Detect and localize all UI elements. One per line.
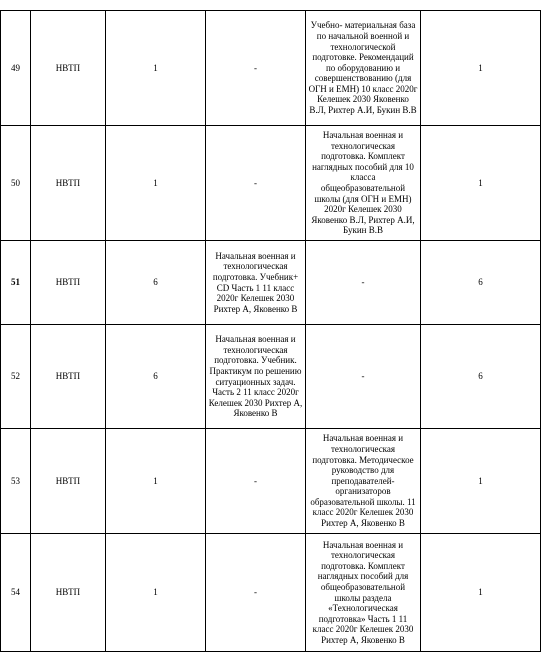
manual-cell: - bbox=[306, 325, 421, 429]
table-row bbox=[1, 241, 541, 325]
manual-cell: Начальная военная и технологическая подготовка. Комплект наглядных пособий для 10 класса общеобразовательной школы (для ОГН и ЕМН) 2020г Келешек 2030 Яковенко В.Л, Рихтер А.И, Букин В.В bbox=[306, 126, 421, 241]
inventory-table bbox=[0, 10, 541, 652]
quantity-cell: 6 bbox=[106, 325, 206, 429]
total-cell: 1 bbox=[421, 429, 541, 534]
manual-cell: Учебно- материальная база по начальной военной и технологической подготовке. Рекомендаций по оборудованию и совершенствованию (для ОГН и ЕМН) 10 класс 2020г Келешек 2030 Яковенко В.Л, Рихтер А.И, Букин В.В bbox=[306, 11, 421, 126]
quantity-cell: 1 bbox=[106, 126, 206, 241]
textbook-cell: - bbox=[206, 429, 306, 534]
row-number: 53 bbox=[1, 429, 31, 534]
row-number: 51 bbox=[1, 241, 31, 325]
subject-code: НВТП bbox=[31, 429, 106, 534]
quantity-cell: 6 bbox=[106, 241, 206, 325]
textbook-cell: - bbox=[206, 534, 306, 652]
table-row bbox=[1, 429, 541, 534]
subject-code: НВТП bbox=[31, 241, 106, 325]
manual-cell: - bbox=[306, 241, 421, 325]
subject-code: НВТП bbox=[31, 11, 106, 126]
row-number: 49 bbox=[1, 11, 31, 126]
row-number: 54 bbox=[1, 534, 31, 652]
table-row bbox=[1, 325, 541, 429]
textbook-cell: Начальная военная и технологическая подготовка. Учебник+ CD Часть 1 11 класс 2020г Келешек 2030 Рихтер А, Яковенко В bbox=[206, 241, 306, 325]
quantity-cell: 1 bbox=[106, 429, 206, 534]
manual-cell: Начальная военная и технологическая подготовка. Методическое руководство для преподавателей-организаторов образовательной школы. 11 класс 2020г Келешек 2030 Рихтер А, Яковенко В bbox=[306, 429, 421, 534]
textbook-cell: - bbox=[206, 11, 306, 126]
total-cell: 1 bbox=[421, 11, 541, 126]
subject-code: НВТП bbox=[31, 534, 106, 652]
total-cell: 6 bbox=[421, 241, 541, 325]
total-cell: 6 bbox=[421, 325, 541, 429]
manual-cell: Начальная военная и технологическая подготовка. Комплект наглядных пособий для общеобразовательной школы раздела «Технологическая подготовка» Часть 1 11 класс 2020г Келешек 2030 Рихтер А, Яковенко В bbox=[306, 534, 421, 652]
quantity-cell: 1 bbox=[106, 11, 206, 126]
subject-code: НВТП bbox=[31, 325, 106, 429]
total-cell: 1 bbox=[421, 126, 541, 241]
row-number: 52 bbox=[1, 325, 31, 429]
table-row bbox=[1, 11, 541, 126]
quantity-cell: 1 bbox=[106, 534, 206, 652]
textbook-cell: Начальная военная и технологическая подготовка. Учебник. Практикум по решению ситуационных задач. Часть 2 11 класс 2020г Келешек 2030 Рихтер А, Яковенко В bbox=[206, 325, 306, 429]
table-row bbox=[1, 534, 541, 652]
total-cell: 1 bbox=[421, 534, 541, 652]
row-number: 50 bbox=[1, 126, 31, 241]
subject-code: НВТП bbox=[31, 126, 106, 241]
table-row bbox=[1, 126, 541, 241]
textbook-cell: - bbox=[206, 126, 306, 241]
